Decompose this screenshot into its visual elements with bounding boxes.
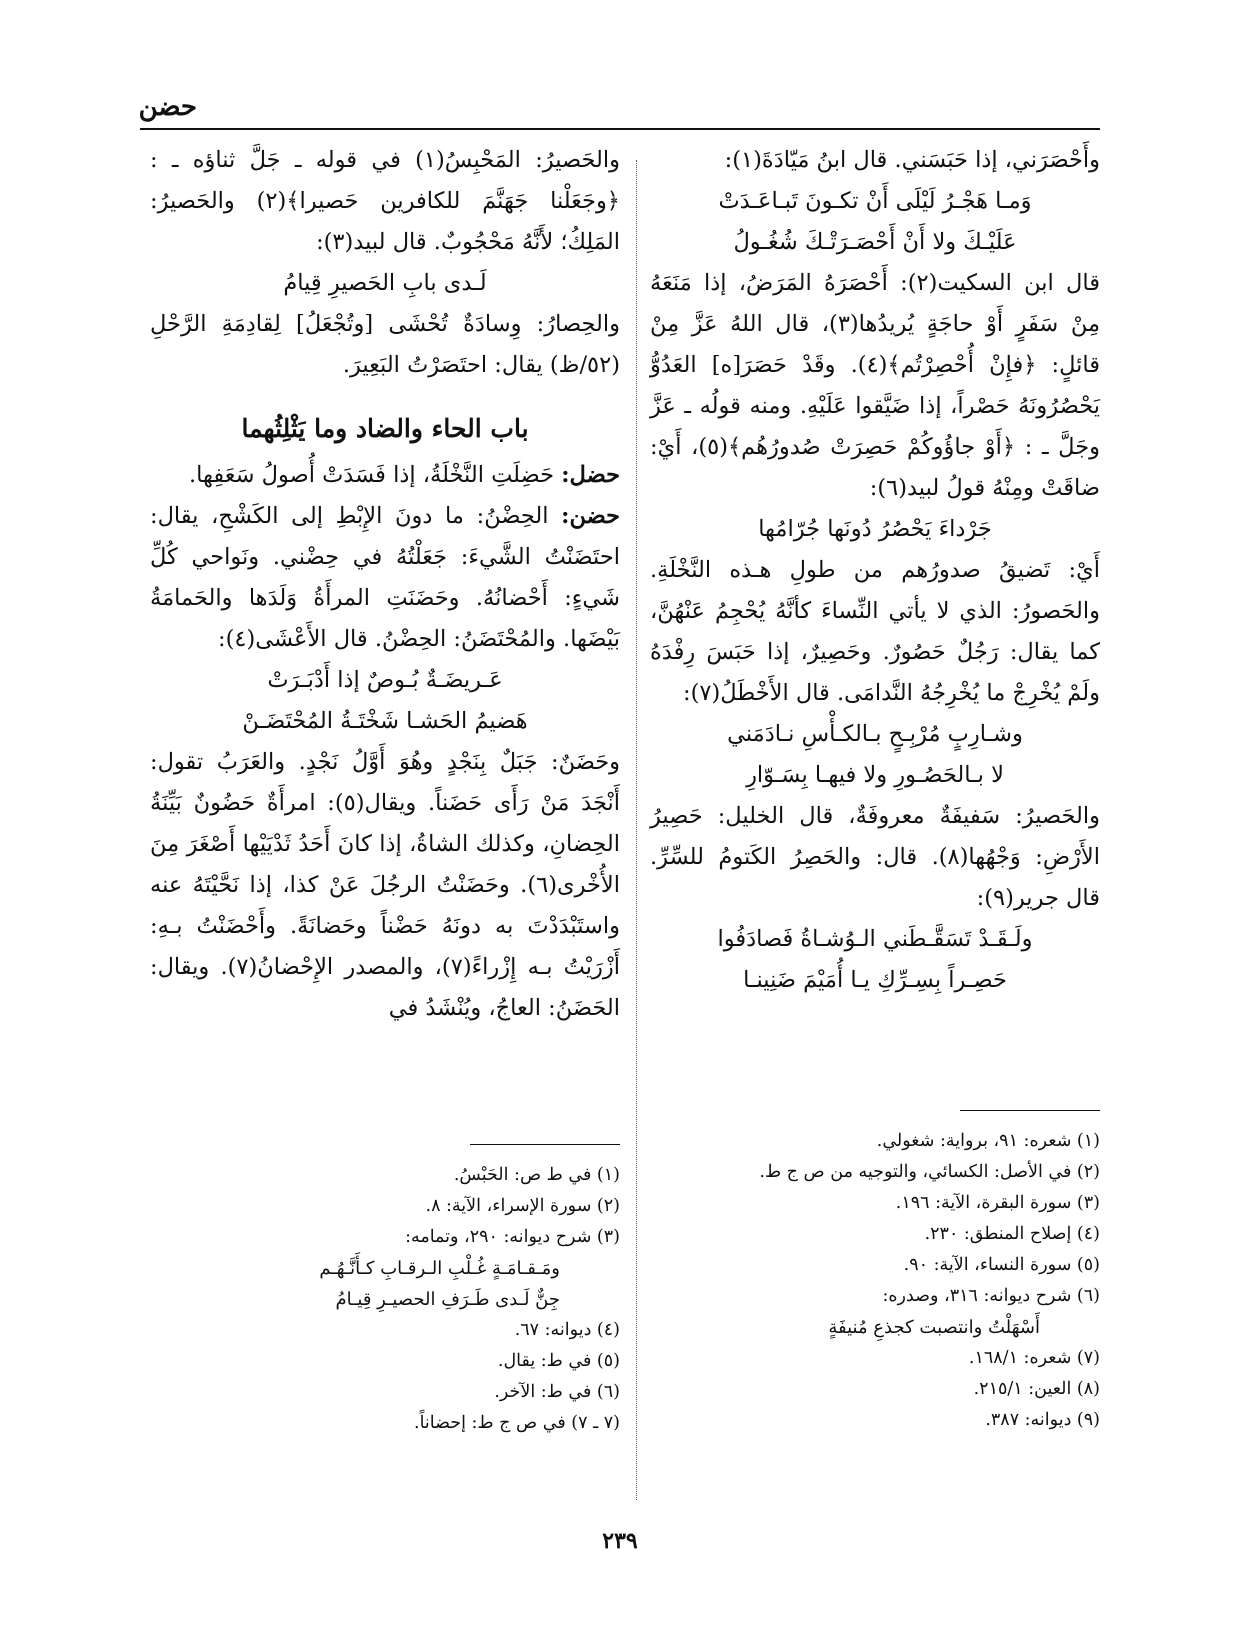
footnote-rule-left xyxy=(470,1144,620,1145)
header-rule xyxy=(140,128,1100,130)
entry-headword: حضن: xyxy=(561,503,620,529)
footnote-verse: ومَـقـامَـةٍ غُـلْبِ الـرقـابِ كـأَنَّـهُـم xyxy=(319,1258,560,1279)
footnote: (٣) سورة البقرة، الآية: ١٩٦. xyxy=(895,1193,1100,1213)
footnote: (٣) شرح ديوانه: ٢٩٠، وتمامه: xyxy=(405,1227,620,1247)
footnote: (٤) ديوانه: ٦٧. xyxy=(514,1320,620,1340)
verse-line: وَمـا هَجْـرُ لَيْلَى أَنْ تكـونَ تَبـاعَـدَتْ xyxy=(718,188,1032,214)
footnote: (٦) في ط: الآخر. xyxy=(494,1382,620,1402)
footnote: (٢) سورة الإسراء، الآية: ٨. xyxy=(425,1196,620,1216)
text-paragraph: قال ابن السكيت(٢): أَحْصَرَهُ المَرَضُ، إذا مَنَعَهُ مِنْ سَفَرٍ أَوْ حاجَةٍ يُريدُها(٣)، قال اللهُ عَزَّ مِنْ قائلٍ: ﴿فإِنْ أُحْصِرْتُم﴾(٤). وقَدْ حَصَرَ[ه] العَدُوُّ يَحْصُرُونَهُ حَصْراً، إذا ضَيَّقوا عَلَيْهِ. ومنه قولُه ـ عَزَّ وجَلَّ ـ : ﴿أَوْ جاؤُوكُمْ حَصِرَتْ صُدورُهُم﴾(٥)، أَيْ: ضاقَتْ ومِنْهُ قولُ لبيد(٦): xyxy=(650,270,1101,501)
text-paragraph: والحِصارُ: وِسادَةٌ تُحْشَى [وتُجْعَلُ] لِقادِمَةِ الرَّحْلِ (٥٢/ظ) يقال: احتَصَرْتُ البَعِيرَ. xyxy=(150,311,620,378)
left-column xyxy=(150,140,620,1029)
entry-text: الحِضْنُ: ما دونَ الإِبْطِ إلى الكَشْحِ، يقال: احتَضَنْتُ الشَّيءَ: جَعَلْتُهُ في حِضْني. ونَواحي كُلِّ شَيءٍ: أَحْضانُهُ. وحَضَنَتِ المرأَةُ وَلَدَها والحَمامَةُ بَيْضَها. والمُحْتَضَنُ: الحِضْنُ. قال الأَعْشَى(٤): xyxy=(150,503,620,652)
verse-line: ولَـقَـدْ تَسَقَّـطَني الـوُشـاةُ فَصادَفُوا xyxy=(717,926,1033,952)
verse-line: عَلَيْـكَ ولا أَنْ أَحْصَـرَتْـكَ شُغُـولُ xyxy=(733,229,1017,255)
footnote: (١) في ط ص: الحَبْسُ. xyxy=(453,1165,620,1185)
verse-line: وشـارِبٍ مُرْبِـحٍ بـالكـأْسِ نـادَمَني xyxy=(727,721,1023,747)
text-paragraph: والحَصيرُ: سَفيفَةٌ معروفَةٌ، قال الخليل: حَصِيرُ الأَرْضِ: وَجْهُها(٨). قال: والحَصِرُ الكَتومُ للسِّرِّ. قال جرير(٩): xyxy=(650,803,1100,911)
verse-line: حَصِـراً بِسِـرِّكِ يـا أُمَيْمَ ضَنِينـا xyxy=(743,967,1007,993)
footnotes-left xyxy=(150,1160,620,1439)
text-line: وأَحْصَرَني، إذا حَبَسَني. قال ابنُ مَيّادَةَ(١): xyxy=(724,147,1100,173)
footnote: (٢) في الأصل: الكسائي، والتوجيه من ص ج ط. xyxy=(759,1162,1100,1182)
footnote: (٦) شرح ديوانه: ٣١٦، وصدره: xyxy=(882,1286,1100,1306)
footnote: (٨) العين: ٢١٥/١. xyxy=(973,1379,1100,1399)
dictionary-entry xyxy=(150,455,620,496)
verse-line: لَـدى بابِ الحَصيرِ قِيامُ xyxy=(283,270,487,296)
entry-headword: حضل: xyxy=(561,462,620,488)
footnote: (٧) شعره: ١٦٨/١. xyxy=(968,1348,1100,1368)
right-column xyxy=(650,140,1100,1001)
footnote-rule-right xyxy=(960,1110,1100,1111)
footnote: (١) شعره: ٩١، برواية: شغولي. xyxy=(876,1131,1100,1151)
verse-line: عَـريضَـةٌ بُـوصٌ إذا أَدْبَـرَتْ xyxy=(267,667,503,693)
dictionary-entry xyxy=(150,496,620,660)
verse-line: جَرْداءَ يَحْصُرُ دُونَها جُرّامُها xyxy=(758,516,992,542)
verse-line: لا بـالحَصُـورِ ولا فيهـا بِسَـوّارِ xyxy=(746,762,1004,788)
footnote: (٧ ـ ٧) في ص ج ط: إحضاناً. xyxy=(414,1413,620,1433)
text-paragraph: أَيْ: تَضيقُ صدورُهم من طولِ هـذه النَّخْلَةِ. والحَصورُ: الذي لا يأتي النِّساءَ كأنَّهُ يُحْجِمُ عَنْهُنَّ، كما يقال: رَجُلٌ حَصُورٌ. وحَصِيرٌ، إذا حَبَسَ رِفْدَهُ ولَمْ يُخْرِجْ ما يُخْرِجُهُ النَّدامَى. قال الأَخْطَلُ(٧): xyxy=(650,557,1100,706)
footnote-verse: جِنٌّ لَـدى طَـرَفِ الحصيـرِ قِيـامُ xyxy=(335,1289,560,1310)
footnote-verse: أَسْهَلْتُ وانتصبت كجذعِ مُنيفَةٍ xyxy=(828,1317,1040,1338)
entry-text: حَضِلَتِ النَّخْلَةُ، إذا فَسَدَتْ أُصولُ سَعَفِها. xyxy=(189,462,562,488)
verse-line: هَضيمُ الحَشـا شَخْتَـةُ المُحْتَضَـنْ xyxy=(242,708,528,734)
column-divider xyxy=(636,160,637,1500)
footnote: (٩) ديوانه: ٣٨٧. xyxy=(985,1410,1100,1430)
section-heading: باب الحاء والضاد وما يَثْلِثُهما xyxy=(241,414,529,443)
footnote: (٥) سورة النساء، الآية: ٩٠. xyxy=(903,1255,1100,1275)
footnotes-right xyxy=(650,1126,1100,1436)
footnote: (٥) في ط: يقال. xyxy=(497,1351,620,1371)
footnote: (٤) إصلاح المنطق: ٢٣٠. xyxy=(924,1224,1100,1244)
running-header-title: حضن xyxy=(138,92,197,122)
page-number: ٢٣٩ xyxy=(602,1528,638,1554)
text-paragraph: وحَضَنٌ: جَبَلٌ بِنَجْدٍ وهُوَ أَوَّلُ نَجْدٍ. والعَرَبُ تقول: أَنْجَدَ مَنْ رَأَى حَضَناً. ويقال(٥): امرأَةٌ حَضُونٌ بَيِّنَةُ الحِضانِ، وكذلك الشاةُ، إذا كانَ أَحَدُ ثَدْيَيْها أَصْغَرَ مِنَ الأُخْرى(٦). وحَضَنْتُ الرجُلَ عَنْ كذا، إذا نَحَّيْتَهُ عنه واستَبْدَدْتَ به دونَهُ حَضْناً وحَضانَةً. وأَحْضَنْتُ بـهِ: أَزْرَيْتُ بـه إِزْراءً(٧)، والمصدر الإِحْضانُ(٧). ويقال: الحَضَنُ: العاجُ، ويُنْشَدُ في xyxy=(150,749,620,1021)
text-paragraph: والحَصيرُ: المَحْبِسُ(١) في قوله ـ جَلَّ ثناؤه ـ : ﴿وجَعَلْنا جَهَنَّمَ للكافرين حَصيرا﴾(٢) والحَصيرُ: المَلِكُ؛ لأَنَّهُ مَحْجُوبٌ. قال لبيد(٣): xyxy=(150,147,620,255)
